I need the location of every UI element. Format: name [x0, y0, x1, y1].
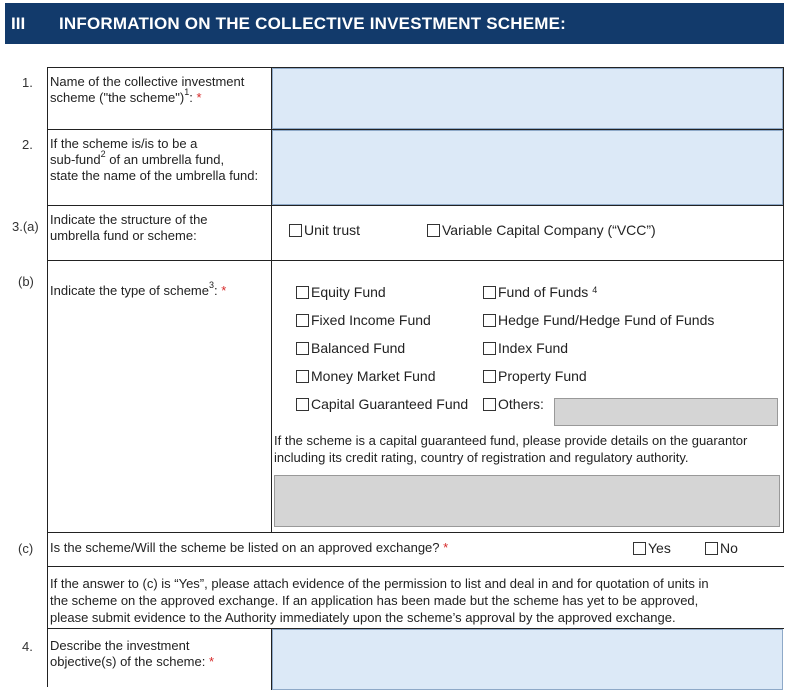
guarantor-details-field[interactable]: [274, 475, 780, 527]
divider: [47, 205, 784, 206]
required-marker: *: [208, 654, 215, 669]
structure-label: [50, 212, 208, 244]
instruction-line: If the scheme is a capital guaranteed fund, please provide details on the guarantor: [274, 433, 748, 448]
option-label: No: [720, 540, 738, 556]
option-label: Fixed Income Fund: [311, 312, 431, 328]
option-label: Fund of Funds: [498, 284, 589, 300]
checkbox-no[interactable]: [705, 542, 718, 555]
note-line: please submit evidence to the Authority immediately upon the scheme’s approval by the approved exchange.: [50, 610, 676, 625]
unit-trust-option[interactable]: [289, 222, 360, 238]
listing-no-option[interactable]: [705, 540, 738, 556]
footnote-ref: 1: [184, 86, 190, 97]
divider: [783, 67, 784, 533]
checkbox-unit-trust[interactable]: [289, 224, 302, 237]
footnote-ref: 2: [100, 148, 106, 159]
question-number: 1.: [22, 75, 33, 90]
property-fund-option[interactable]: [483, 368, 587, 384]
capital-guaranteed-fund-option[interactable]: [296, 396, 468, 412]
instruction-line: including its credit rating, country of registration and regulatory authority.: [274, 450, 689, 465]
footnote-ref: 3: [208, 279, 214, 290]
checkbox-fund-of-funds[interactable]: [483, 286, 496, 299]
divider: [47, 260, 784, 261]
section-title: INFORMATION ON THE COLLECTIVE INVESTMENT SCHEME:: [59, 14, 567, 33]
question-number: (c): [18, 541, 34, 556]
scheme-type-label: [50, 279, 227, 299]
label-line: sub-fund: [50, 152, 101, 167]
money-market-fund-option[interactable]: [296, 368, 436, 384]
label-line: Describe the investment: [50, 638, 190, 653]
label-line: Indicate the type of scheme: [50, 283, 209, 298]
scheme-name-field[interactable]: [272, 68, 783, 129]
label-line: state the name of the umbrella fund:: [50, 168, 259, 183]
option-label: Equity Fund: [311, 284, 386, 300]
option-label: Variable Capital Company (“VCC”): [442, 222, 656, 238]
checkbox-yes[interactable]: [633, 542, 646, 555]
question-number: 3.(a): [12, 219, 39, 234]
listing-yes-option[interactable]: [633, 540, 671, 556]
required-marker: *: [221, 283, 227, 298]
checkbox-index-fund[interactable]: [483, 342, 496, 355]
checkbox-balanced-fund[interactable]: [296, 342, 309, 355]
option-label: Balanced Fund: [311, 340, 406, 356]
fixed-income-fund-option[interactable]: [296, 312, 431, 328]
option-label: Others:: [498, 396, 544, 412]
option-label: Index Fund: [498, 340, 569, 356]
option-label: Money Market Fund: [311, 368, 436, 384]
fund-of-funds-option[interactable]: Fund of Funds $^4$: [483, 284, 597, 300]
checkbox-capital-guaranteed-fund[interactable]: [296, 398, 309, 411]
option-label: Hedge Fund/Hedge Fund of Funds: [498, 312, 715, 328]
label-colon: :: [189, 90, 197, 105]
divider: [47, 566, 784, 567]
label-line: objective(s) of the scheme:: [50, 654, 209, 669]
question-number: (b): [18, 274, 34, 289]
hedge-fund-option[interactable]: [483, 312, 714, 328]
label-line: Name of the collective investment: [50, 74, 245, 89]
listing-evidence-note: [50, 575, 709, 626]
note-line: If the answer to (c) is “Yes”, please attach evidence of the permission to list and deal in and for quotation of units in: [50, 576, 709, 591]
checkbox-equity-fund[interactable]: [296, 286, 309, 299]
checkbox-hedge-fund[interactable]: [483, 314, 496, 327]
vcc-option[interactable]: [427, 222, 656, 238]
checkbox-vcc[interactable]: [427, 224, 440, 237]
checkbox-others[interactable]: [483, 398, 496, 411]
investment-objective-label: [50, 638, 214, 670]
listing-question-label: [50, 540, 448, 556]
label-line: If the scheme is/is to be a: [50, 136, 198, 151]
divider: [47, 67, 48, 687]
label-line: Is the scheme/Will the scheme be listed on an approved exchange?: [50, 540, 444, 555]
label-line: Indicate the structure of the: [50, 212, 208, 227]
option-label: Unit trust: [304, 222, 361, 238]
label-colon: :: [214, 283, 222, 298]
checkbox-fixed-income-fund[interactable]: [296, 314, 309, 327]
guarantor-instructions: [274, 432, 747, 466]
scheme-name-label: [50, 74, 244, 106]
option-label: Yes: [648, 540, 671, 556]
others-option[interactable]: [483, 396, 544, 412]
section-number: III: [11, 14, 26, 33]
equity-fund-option[interactable]: [296, 284, 386, 300]
option-label: Property Fund: [498, 368, 587, 384]
others-specify-field[interactable]: [554, 398, 778, 426]
note-line: the scheme on the approved exchange. If an application has been made but the scheme has yet to be approved,: [50, 593, 699, 608]
section-header: [5, 3, 784, 44]
umbrella-fund-name-field[interactable]: [272, 130, 783, 205]
question-number: 4.: [22, 639, 33, 654]
umbrella-fund-label: [50, 136, 258, 184]
checkbox-money-market-fund[interactable]: [296, 370, 309, 383]
option-label: Capital Guaranteed Fund: [311, 396, 469, 412]
required-marker: *: [196, 90, 202, 105]
index-fund-option[interactable]: [483, 340, 568, 356]
label-line: scheme ("the scheme"): [50, 90, 185, 105]
investment-objective-field[interactable]: [272, 629, 783, 690]
question-number: 2.: [22, 137, 33, 152]
required-marker: *: [443, 540, 449, 555]
label-line: of an umbrella fund,: [105, 152, 225, 167]
label-line: umbrella fund or scheme:: [50, 228, 197, 243]
checkbox-property-fund[interactable]: [483, 370, 496, 383]
balanced-fund-option[interactable]: [296, 340, 405, 356]
divider: [47, 532, 784, 533]
